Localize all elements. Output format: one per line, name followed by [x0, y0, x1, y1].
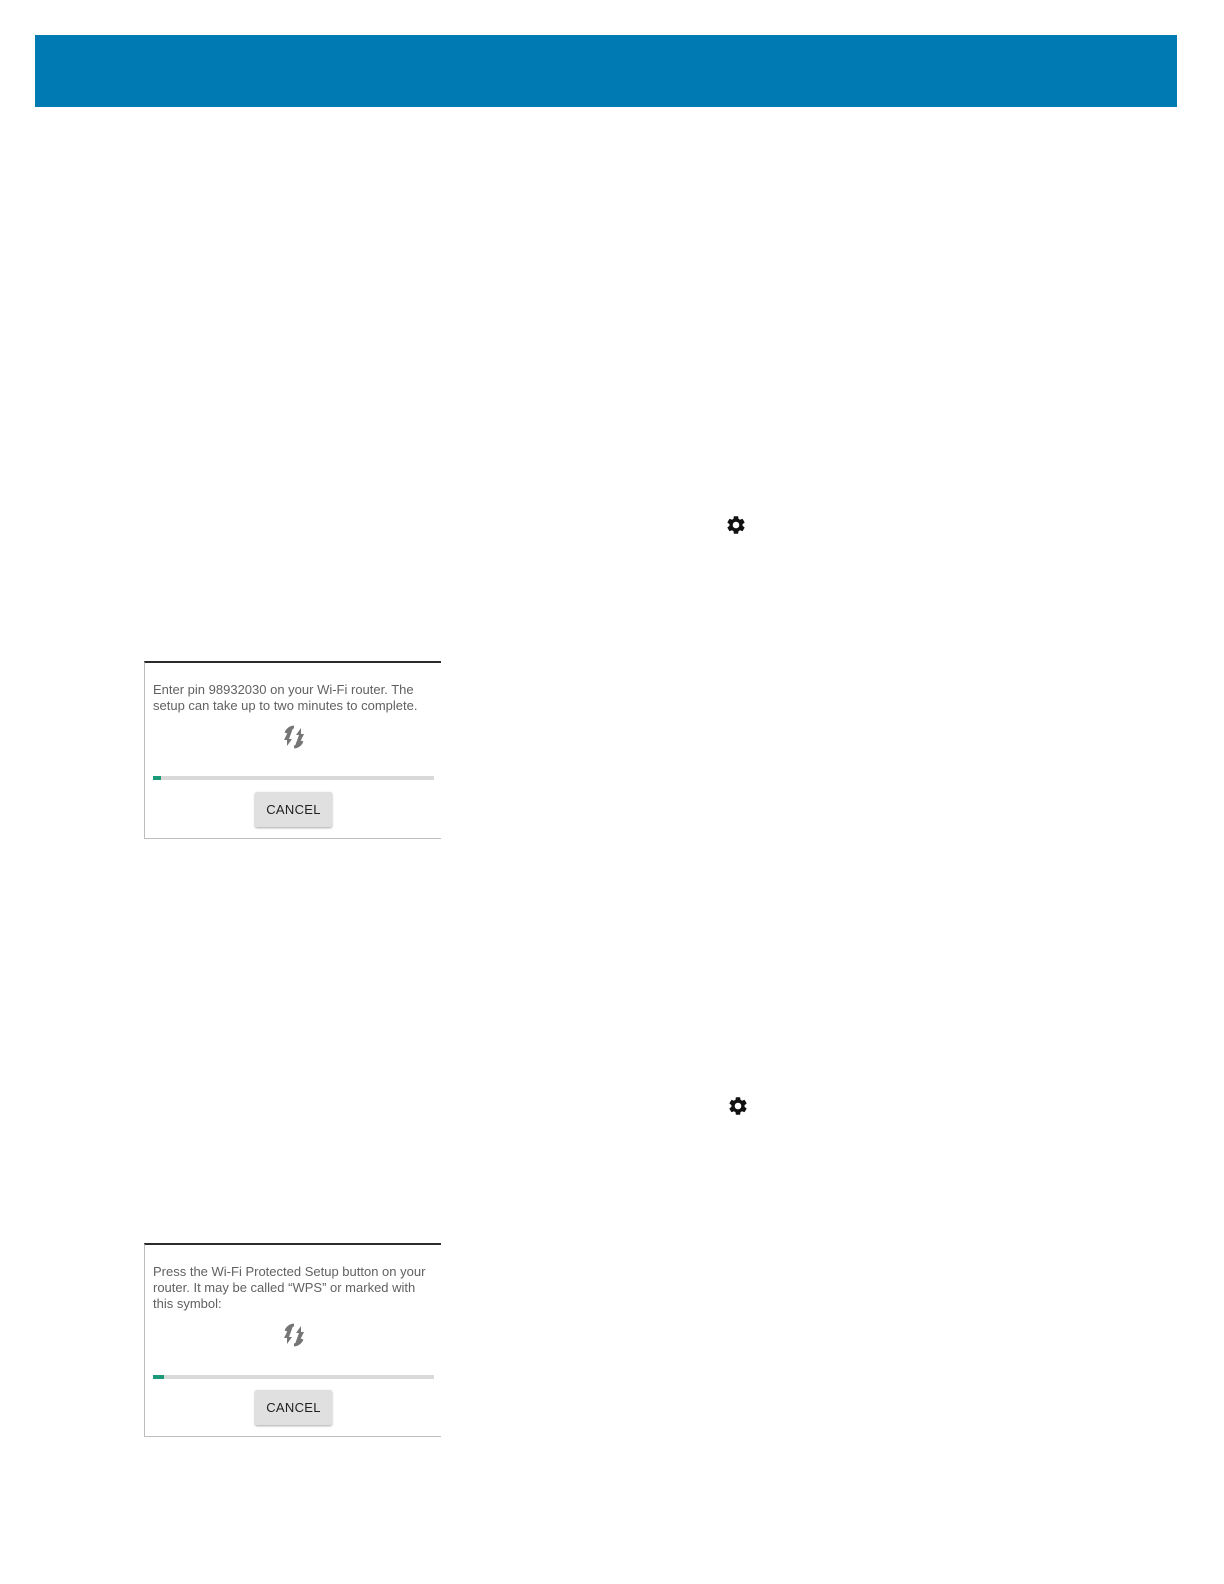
dialog-message: Enter pin 98932030 on your Wi-Fi router. The setup can take up to two minutes to complete.: [153, 682, 418, 713]
progress-bar: [153, 776, 434, 780]
wps-sync-icon: [281, 1322, 307, 1348]
dialog-message: Press the Wi-Fi Protected Setup button on your router. It may be called “WPS” or marked with this symbol:: [153, 1264, 426, 1311]
header-band: [35, 35, 1177, 107]
wps-sync-icon: [281, 724, 307, 750]
progress-bar-fill: [153, 1375, 164, 1379]
cancel-button[interactable]: CANCEL: [255, 792, 332, 827]
settings-gear-icon: [725, 514, 747, 536]
progress-bar: [153, 1375, 434, 1379]
wps-push-button-dialog: [144, 1243, 441, 1437]
progress-bar-fill: [153, 776, 161, 780]
settings-gear-icon: [727, 1095, 749, 1117]
wps-pin-dialog: [144, 661, 441, 839]
cancel-button[interactable]: CANCEL: [255, 1390, 332, 1425]
